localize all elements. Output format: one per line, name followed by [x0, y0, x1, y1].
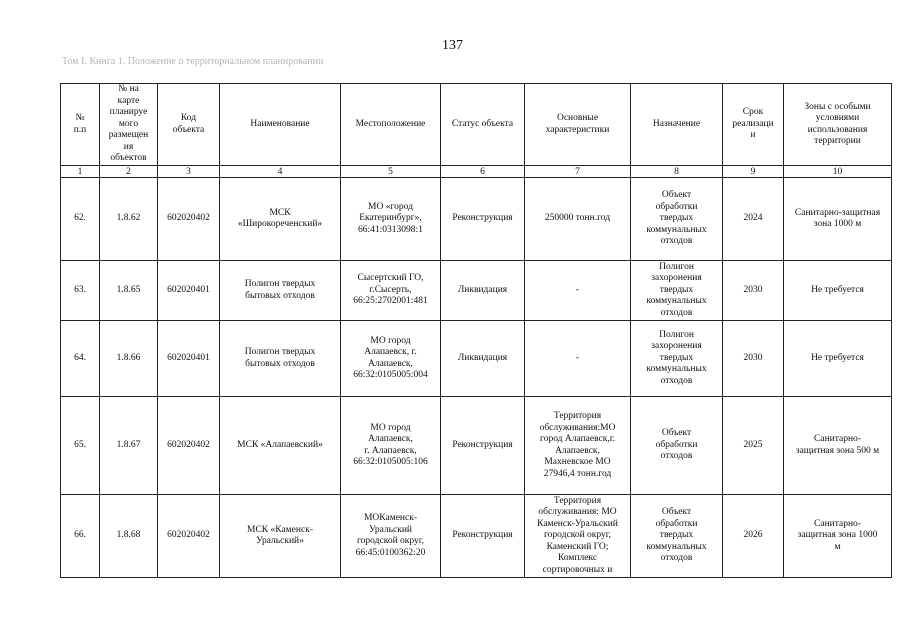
column-header: Местоположение [341, 84, 441, 166]
map-number-cell: 1.8.68 [100, 495, 158, 578]
name-cell: Полигон твердых бытовых отходов [220, 261, 341, 321]
map-number-cell: 1.8.67 [100, 397, 158, 495]
purpose-cell: Объект обработки отходов [631, 397, 723, 495]
term-cell: 2024 [723, 178, 784, 261]
zone-cell: Санитарно-защитная зона 1000 м [784, 178, 892, 261]
status-cell: Ликвидация [441, 321, 525, 397]
term-cell: 2026 [723, 495, 784, 578]
row-number-cell: 62. [61, 178, 100, 261]
term-cell: 2030 [723, 321, 784, 397]
status-cell: Реконструкция [441, 495, 525, 578]
table-row [61, 178, 892, 261]
location-cell: МОКаменск- Уральский городской округ, 66:45:0100362:20 [341, 495, 441, 578]
table-row [61, 495, 892, 578]
row-number-cell: 65. [61, 397, 100, 495]
zone-cell: Не требуется [784, 321, 892, 397]
column-number: 5 [341, 166, 441, 178]
purpose-cell: Объект обработки твердых коммунальных отходов [631, 495, 723, 578]
zone-cell: Санитарно- защитная зона 500 м [784, 397, 892, 495]
column-header: Основные характеристики [525, 84, 631, 166]
column-header: № п.п [61, 84, 100, 166]
table-row [61, 261, 892, 321]
column-number: 6 [441, 166, 525, 178]
name-cell: МСК «Алапаевский» [220, 397, 341, 495]
characteristics-cell: - [525, 261, 631, 321]
row-number-cell: 66. [61, 495, 100, 578]
map-number-cell: 1.8.62 [100, 178, 158, 261]
location-cell: МО «город Екатеринбург», 66:41:0313098:1 [341, 178, 441, 261]
column-header: Код объекта [158, 84, 220, 166]
column-number: 1 [61, 166, 100, 178]
column-header: № на карте планируе мого размещен ия объектов [100, 84, 158, 166]
column-number: 3 [158, 166, 220, 178]
column-number: 4 [220, 166, 341, 178]
characteristics-cell: 250000 тонн.год [525, 178, 631, 261]
column-number: 10 [784, 166, 892, 178]
header-row [61, 84, 892, 166]
column-header: Срок реализаци и [723, 84, 784, 166]
object-code-cell: 602020402 [158, 397, 220, 495]
column-number-row [61, 166, 892, 178]
location-cell: Сысертский ГО, г.Сысерть, 66:25:2702001:481 [341, 261, 441, 321]
name-cell: МСК «Широкореченский» [220, 178, 341, 261]
zone-cell: Не требуется [784, 261, 892, 321]
object-code-cell: 602020402 [158, 495, 220, 578]
column-header: Зоны с особыми условиями использования территории [784, 84, 892, 166]
map-number-cell: 1.8.65 [100, 261, 158, 321]
purpose-cell: Объект обработки твердых коммунальных отходов [631, 178, 723, 261]
term-cell: 2025 [723, 397, 784, 495]
zone-cell: Санитарно- защитная зона 1000 м [784, 495, 892, 578]
table-row [61, 397, 892, 495]
table-body [61, 178, 892, 578]
column-number: 7 [525, 166, 631, 178]
characteristics-cell: Территория обслуживания:МО город Алапаевск,г. Алапаевск, Махневское МО 27946,4 тонн.год [525, 397, 631, 495]
characteristics-cell: Территория обслуживания: МО Каменск-Уральский городской округ, Каменский ГО; Комплекс сортировочных и [525, 495, 631, 578]
table-row [61, 321, 892, 397]
object-code-cell: 602020401 [158, 261, 220, 321]
column-header: Статус объекта [441, 84, 525, 166]
status-cell: Реконструкция [441, 397, 525, 495]
characteristics-cell: - [525, 321, 631, 397]
running-header: Том I. Книга 1. Положение о территориальном планировании [62, 56, 324, 67]
status-cell: Ликвидация [441, 261, 525, 321]
term-cell: 2030 [723, 261, 784, 321]
object-code-cell: 602020402 [158, 178, 220, 261]
page-number: 137 [442, 38, 463, 53]
location-cell: МО город Алапаевск, г. Алапаевск, 66:32:0105005:004 [341, 321, 441, 397]
status-cell: Реконструкция [441, 178, 525, 261]
name-cell: Полигон твердых бытовых отходов [220, 321, 341, 397]
object-code-cell: 602020401 [158, 321, 220, 397]
column-number: 9 [723, 166, 784, 178]
purpose-cell: Полигон захоронения твердых коммунальных отходов [631, 321, 723, 397]
column-number: 2 [100, 166, 158, 178]
name-cell: МСК «Каменск- Уральский» [220, 495, 341, 578]
row-number-cell: 63. [61, 261, 100, 321]
column-number: 8 [631, 166, 723, 178]
column-header: Назначение [631, 84, 723, 166]
column-header: Наименование [220, 84, 341, 166]
objects-table [60, 83, 892, 578]
location-cell: МО город Алапаевск, г. Алапаевск, 66:32:0105005:106 [341, 397, 441, 495]
purpose-cell: Полигон захоронения твердых коммунальных отходов [631, 261, 723, 321]
map-number-cell: 1.8.66 [100, 321, 158, 397]
row-number-cell: 64. [61, 321, 100, 397]
